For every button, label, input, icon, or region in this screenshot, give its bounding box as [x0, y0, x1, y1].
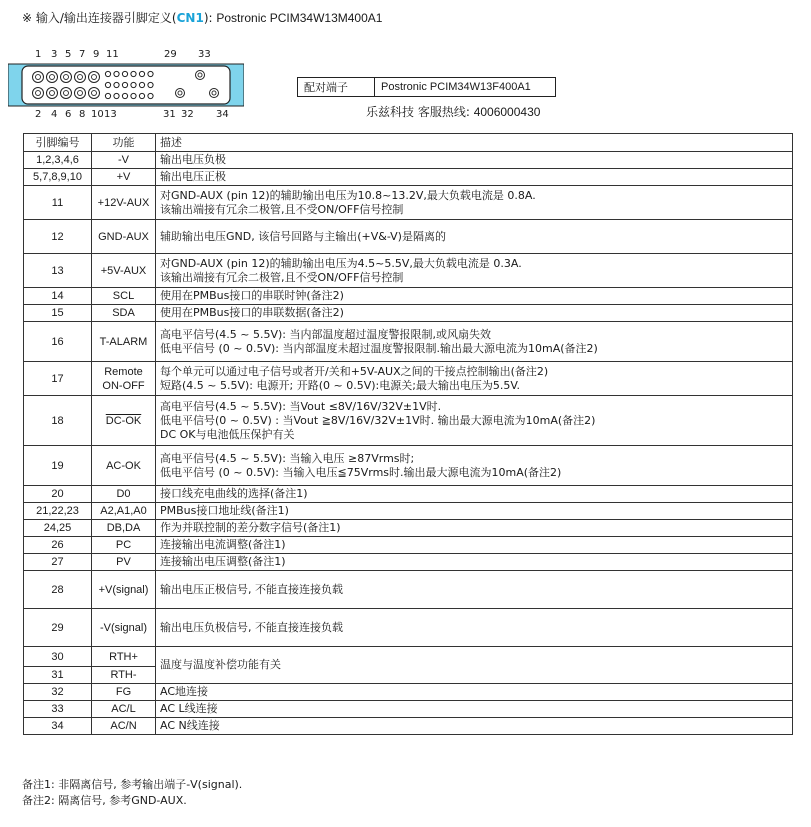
description-line: 低电平信号(0 ~ 0.5V) : 当Vout ≧8V/16V/32V±1V时. 输出最大源电流为10mA(备注2) [160, 413, 596, 427]
function-cell: PC [92, 537, 156, 554]
header-description: 描述 [156, 134, 793, 152]
header-pin: 引脚编号 [24, 134, 92, 152]
table-row [24, 220, 793, 254]
function-cell: Remote ON-OFF [92, 362, 156, 396]
connector-diagram [8, 62, 244, 108]
description-cell [156, 571, 793, 609]
table-row [24, 486, 793, 503]
ac-pin-hole [176, 89, 185, 98]
pin-number-cell: 13 [24, 254, 92, 288]
description-line: 低电平信号 (0 ~ 0.5V): 当内部温度未超过温度警报限制.输出最大源电流为10mA(备注2) [160, 341, 598, 355]
pin-number-cell: 21,22,23 [24, 503, 92, 520]
function-cell: AC/L [92, 701, 156, 718]
footnote-2: 备注2: 隔离信号, 参考GND-AUX. [22, 794, 187, 807]
header-function: 功能 [92, 134, 156, 152]
pin-label-top: 9 [93, 49, 100, 60]
table-row [24, 647, 793, 667]
function-cell: +5V-AUX [92, 254, 156, 288]
signal-pin-hole [148, 71, 153, 76]
description-cell [156, 520, 793, 537]
hotline-label: 乐兹科技 客服热线: [366, 105, 474, 119]
pin-number-cell: 32 [24, 684, 92, 701]
pin-label-top: 7 [79, 49, 86, 60]
pin-label-top: 3 [51, 49, 58, 60]
description-line: 每个单元可以通过电子信号或者开/关和+5V-AUX之间的干接点控制输出(备注2) [160, 364, 549, 378]
description-cell [156, 537, 793, 554]
description-line: 使用在PMBus接口的串联时钟(备注2) [160, 289, 344, 302]
pin-number-cell: 19 [24, 446, 92, 486]
description-line: 温度与温度补偿功能有关 [160, 658, 281, 671]
table-row [24, 186, 793, 220]
function-cell: DB,DA [92, 520, 156, 537]
description-line: 输出电压正极信号, 不能直接连接负载 [160, 582, 343, 596]
pin-number-cell: 20 [24, 486, 92, 503]
signal-pin-hole [114, 82, 119, 87]
description-line: 连接输出电压调整(备注1) [160, 555, 286, 568]
table-row [24, 571, 793, 609]
table-row [24, 446, 793, 486]
pin-number-cell: 5,7,8,9,10 [24, 169, 92, 186]
pin-number-cell: 27 [24, 554, 92, 571]
description-line: 使用在PMBus接口的串联数据(备注2) [160, 306, 344, 319]
table-row [24, 396, 793, 446]
pin-number-cell: 18 [24, 396, 92, 446]
description-cell [156, 288, 793, 305]
description-line: AC地连接 [160, 685, 209, 698]
description-cell [156, 152, 793, 169]
pin-label-bottom: 8 [79, 109, 86, 120]
table-row [24, 554, 793, 571]
pin-number-cell: 33 [24, 701, 92, 718]
function-cell: SCL [92, 288, 156, 305]
signal-pin-hole [139, 82, 144, 87]
connector-bottom-pin-labels [22, 109, 262, 123]
pin-number-cell: 24,25 [24, 520, 92, 537]
function-cell: AC/N [92, 718, 156, 735]
function-cell: GND-AUX [92, 220, 156, 254]
pin-number-cell: 16 [24, 322, 92, 362]
pin-label-top: 11 [106, 49, 119, 60]
service-hotline [366, 103, 540, 120]
pin-label-top: 5 [65, 49, 72, 60]
table-row [24, 322, 793, 362]
description-line: 高电平信号(4.5 ~ 5.5V): 当Vout ≤8V/16V/32V±1V时. [160, 399, 442, 413]
description-line: DC OK与电池低压保护有关 [160, 427, 295, 441]
table-row [24, 520, 793, 537]
description-line: AC L线连接 [160, 702, 218, 715]
ac-pin-hole [196, 71, 205, 80]
function-cell: RTH+ [92, 647, 156, 667]
pin-label-bottom: 10 [91, 109, 104, 120]
description-line: 对GND-AUX (pin 12)的辅助输出电压为4.5~5.5V,最大负载电流是 0.3A. [160, 256, 522, 270]
function-cell: AC-OK [92, 446, 156, 486]
title-model: Postronic PCIM34W13M400A1 [216, 11, 383, 25]
signal-pin-hole [105, 93, 110, 98]
power-pin-hole [75, 72, 86, 83]
connector-top-pin-labels [22, 49, 262, 63]
signal-pin-hole [114, 71, 119, 76]
table-row [24, 152, 793, 169]
function-cell: FG [92, 684, 156, 701]
signal-pin-hole [131, 71, 136, 76]
description-cell [156, 396, 793, 446]
description-cell [156, 322, 793, 362]
signal-pin-hole [122, 71, 127, 76]
power-pin-hole [89, 72, 100, 83]
description-line: 输出电压负极 [160, 153, 226, 166]
title-suffix: ): [203, 11, 217, 25]
pin-number-cell: 15 [24, 305, 92, 322]
description-line: 输出电压正极 [160, 170, 226, 183]
pin-label-bottom: 4 [51, 109, 58, 120]
mate-value: Postronic PCIM34W13F400A1 [375, 78, 556, 97]
signal-pin-hole [122, 93, 127, 98]
function-cell: -V(signal) [92, 609, 156, 647]
pin-number-cell: 14 [24, 288, 92, 305]
signal-pin-hole [148, 93, 153, 98]
table-header-row [24, 134, 793, 152]
pin-number-cell: 11 [24, 186, 92, 220]
title-prefix: ※ 输入/输出连接器引脚定义( [22, 11, 177, 25]
table-row [24, 254, 793, 288]
function-cell: -V [92, 152, 156, 169]
description-cell [156, 169, 793, 186]
description-line: PMBus接口地址线(备注1) [160, 504, 289, 517]
description-cell [156, 486, 793, 503]
mating-connector-table [297, 77, 556, 97]
function-cell: DC-OK [92, 396, 156, 446]
pin-label-top: 29 [164, 49, 177, 60]
description-line: 高电平信号(4.5 ~ 5.5V): 当内部温度超过温度警报限制,或风扇失效 [160, 327, 492, 341]
signal-pin-hole [131, 82, 136, 87]
hotline-number: 4006000430 [473, 105, 541, 119]
description-line: 短路(4.5 ~ 5.5V): 电源开; 开路(0 ~ 0.5V):电源关;最大输出电压为5.5V. [160, 378, 521, 392]
power-pin-hole [61, 88, 72, 99]
signal-pin-hole [148, 82, 153, 87]
table-row [24, 684, 793, 701]
power-pin-hole [33, 88, 44, 99]
power-pin-hole [47, 72, 58, 83]
function-cell: RTH- [92, 667, 156, 684]
description-cell [156, 684, 793, 701]
table-row [24, 288, 793, 305]
table-row [24, 305, 793, 322]
pin-number-cell: 29 [24, 609, 92, 647]
pin-label-bottom: 13 [104, 109, 117, 120]
function-cell: D0 [92, 486, 156, 503]
description-line: AC N线连接 [160, 719, 220, 732]
power-pin-hole [47, 88, 58, 99]
function-cell: T-ALARM [92, 322, 156, 362]
ac-pin-hole [210, 89, 219, 98]
pin-label-bottom: 34 [216, 109, 229, 120]
description-line: 该输出端接有冗余二极管,且不受ON/OFF信号控制 [160, 270, 404, 284]
signal-pin-hole [122, 82, 127, 87]
description-line: 输出电压负极信号, 不能直接连接负载 [160, 620, 343, 634]
table-row [24, 169, 793, 186]
description-cell [156, 305, 793, 322]
description-line: 低电平信号 (0 ~ 0.5V): 当输入电压≦75Vrms时.输出最大源电流为10mA(备注2) [160, 465, 562, 479]
mate-label: 配对端子 [298, 78, 375, 97]
description-cell [156, 554, 793, 571]
title-connector-id: CN1 [176, 11, 204, 25]
pin-table-body [24, 152, 793, 735]
pin-number-cell: 34 [24, 718, 92, 735]
table-row [24, 503, 793, 520]
description-line: 连接输出电流调整(备注1) [160, 538, 286, 551]
description-cell [156, 220, 793, 254]
description-line: 接口线充电曲线的选择(备注1) [160, 487, 308, 500]
signal-pin-hole [105, 82, 110, 87]
power-pin-hole [33, 72, 44, 83]
function-cell: A2,A1,A0 [92, 503, 156, 520]
table-row [24, 701, 793, 718]
table-row [24, 609, 793, 647]
description-line: 对GND-AUX (pin 12)的辅助输出电压为10.8~13.2V,最大负载电流是 0.8A. [160, 188, 536, 202]
function-cell: PV [92, 554, 156, 571]
power-pin-hole [89, 88, 100, 99]
pin-label-top: 1 [35, 49, 42, 60]
pin-label-bottom: 31 [163, 109, 176, 120]
table-row [24, 718, 793, 735]
description-line: 该输出端接有冗余二极管,且不受ON/OFF信号控制 [160, 202, 404, 216]
description-cell [156, 609, 793, 647]
signal-pin-hole [105, 71, 110, 76]
function-cell: +12V-AUX [92, 186, 156, 220]
description-cell [156, 362, 793, 396]
table-row [24, 362, 793, 396]
signal-pin-hole [131, 93, 136, 98]
description-cell [156, 647, 793, 684]
description-cell [156, 254, 793, 288]
pin-number-cell: 12 [24, 220, 92, 254]
description-line: 作为并联控制的差分数字信号(备注1) [160, 521, 341, 534]
power-pin-hole [61, 72, 72, 83]
pin-label-bottom: 32 [181, 109, 194, 120]
pin-label-top: 33 [198, 49, 211, 60]
pin-label-bottom: 2 [35, 109, 42, 120]
pin-definition-table [23, 133, 793, 735]
pin-number-cell: 30 [24, 647, 92, 667]
description-cell [156, 186, 793, 220]
pin-number-cell: 26 [24, 537, 92, 554]
page-title [22, 9, 382, 26]
pin-number-cell: 31 [24, 667, 92, 684]
footnotes [22, 777, 242, 809]
description-line: 高电平信号(4.5 ~ 5.5V): 当输入电压 ≥87Vrms时; [160, 451, 415, 465]
description-line: 辅助输出电压GND, 该信号回路与主输出(+V&-V)是隔离的 [160, 229, 446, 243]
description-cell [156, 503, 793, 520]
pin-label-bottom: 6 [65, 109, 72, 120]
description-cell [156, 446, 793, 486]
power-pin-hole [75, 88, 86, 99]
signal-pin-hole [139, 93, 144, 98]
pin-number-cell: 1,2,3,4,6 [24, 152, 92, 169]
description-cell [156, 718, 793, 735]
description-cell [156, 701, 793, 718]
function-cell: +V(signal) [92, 571, 156, 609]
signal-pin-hole [139, 71, 144, 76]
pin-number-cell: 28 [24, 571, 92, 609]
function-cell: SDA [92, 305, 156, 322]
table-row [24, 537, 793, 554]
function-cell: +V [92, 169, 156, 186]
footnote-1: 备注1: 非隔离信号, 参考输出端子-V(signal). [22, 778, 243, 791]
pin-number-cell: 17 [24, 362, 92, 396]
signal-pin-hole [114, 93, 119, 98]
